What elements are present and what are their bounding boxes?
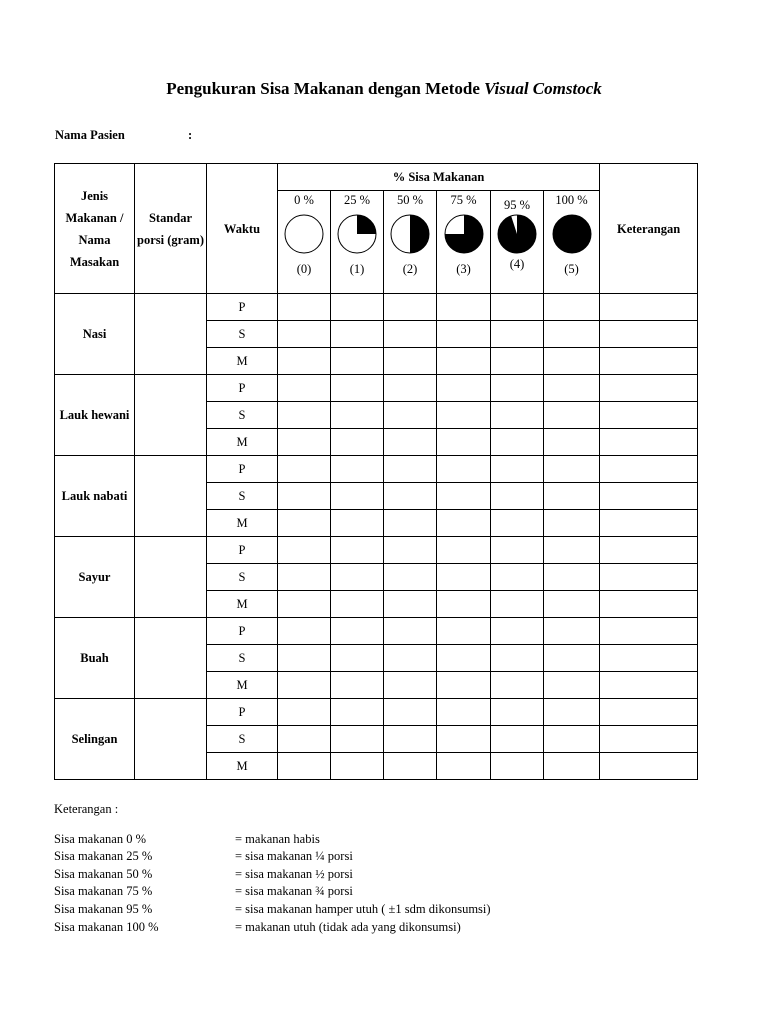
title-method: Visual Comstock (484, 79, 602, 98)
keterangan-cell[interactable] (600, 321, 698, 348)
food-group-name: Nasi (55, 294, 135, 375)
score-cell[interactable] (491, 726, 544, 753)
keterangan-cell[interactable] (600, 672, 698, 699)
score-cell[interactable] (384, 753, 437, 780)
score-cell[interactable] (544, 753, 600, 780)
waktu-cell: P (207, 294, 278, 321)
score-cell[interactable] (437, 726, 491, 753)
level-cell (544, 191, 600, 294)
pie-fill (357, 215, 376, 234)
note-item (54, 901, 491, 919)
score-cell[interactable] (278, 726, 331, 753)
score-cell[interactable] (384, 348, 437, 375)
level-percent: 100 % (555, 193, 588, 207)
score-cell[interactable] (278, 510, 331, 537)
score-cell[interactable] (544, 321, 600, 348)
header-keterangan: Keterangan (600, 164, 698, 294)
food-group-name: Lauk hewani (55, 375, 135, 456)
header-waktu: Waktu (207, 164, 278, 294)
table-row (55, 618, 698, 645)
score-cell[interactable] (331, 294, 384, 321)
keterangan-cell[interactable] (600, 618, 698, 645)
waktu-cell: M (207, 591, 278, 618)
score-cell[interactable] (278, 456, 331, 483)
waktu-cell: S (207, 726, 278, 753)
header-standar-porsi: Standar porsi (gram) (135, 164, 207, 294)
score-cell[interactable] (384, 483, 437, 510)
score-cell[interactable] (491, 510, 544, 537)
score-cell[interactable] (278, 321, 331, 348)
standar-porsi-cell[interactable] (135, 699, 207, 780)
score-cell[interactable] (491, 591, 544, 618)
score-cell[interactable] (331, 348, 384, 375)
score-cell[interactable] (331, 456, 384, 483)
score-cell[interactable] (384, 321, 437, 348)
score-cell[interactable] (437, 348, 491, 375)
table-row (55, 375, 698, 402)
note-key: Sisa makanan 75 % (54, 884, 153, 899)
score-cell[interactable] (491, 375, 544, 402)
score-cell[interactable] (437, 699, 491, 726)
note-key: Sisa makanan 100 % (54, 919, 159, 934)
pie-icon (443, 213, 485, 255)
score-cell[interactable] (331, 564, 384, 591)
score-cell[interactable] (544, 645, 600, 672)
keterangan-cell[interactable] (600, 375, 698, 402)
score-cell[interactable] (278, 591, 331, 618)
food-group-name: Lauk nabati (55, 456, 135, 537)
score-cell[interactable] (437, 645, 491, 672)
score-cell[interactable] (384, 645, 437, 672)
keterangan-cell[interactable] (600, 483, 698, 510)
score-cell[interactable] (384, 564, 437, 591)
score-cell[interactable] (491, 456, 544, 483)
score-cell[interactable] (331, 699, 384, 726)
score-cell[interactable] (437, 537, 491, 564)
waktu-cell: P (207, 699, 278, 726)
pie-icon (336, 213, 378, 255)
title-main: Pengukuran Sisa Makanan dengan Metode (166, 79, 485, 98)
waktu-cell: P (207, 375, 278, 402)
score-cell[interactable] (384, 726, 437, 753)
score-cell[interactable] (437, 753, 491, 780)
score-cell[interactable] (544, 402, 600, 429)
patient-name-colon: : (188, 128, 193, 142)
score-cell[interactable] (544, 537, 600, 564)
note-item (54, 848, 491, 866)
standar-porsi-cell[interactable] (135, 456, 207, 537)
score-cell[interactable] (278, 699, 331, 726)
score-cell[interactable] (437, 321, 491, 348)
table-row (55, 294, 698, 321)
level-percent: 25 % (343, 193, 371, 207)
score-cell[interactable] (491, 321, 544, 348)
score-cell[interactable] (384, 429, 437, 456)
score-cell[interactable] (384, 591, 437, 618)
level-cell (437, 191, 491, 294)
score-cell[interactable] (544, 294, 600, 321)
score-cell[interactable] (437, 375, 491, 402)
score-cell[interactable] (491, 753, 544, 780)
table-body (55, 294, 698, 780)
note-value: = makanan utuh (tidak ada yang dikonsumsi) (235, 919, 461, 934)
keterangan-cell[interactable] (600, 348, 698, 375)
score-cell[interactable] (437, 564, 491, 591)
table-row (55, 537, 698, 564)
waktu-cell: P (207, 456, 278, 483)
food-group-name: Sayur (55, 537, 135, 618)
score-cell[interactable] (437, 483, 491, 510)
note-item (54, 883, 491, 901)
score-cell[interactable] (331, 672, 384, 699)
waktu-cell: S (207, 645, 278, 672)
score-cell[interactable] (544, 618, 600, 645)
standar-porsi-cell[interactable] (135, 375, 207, 456)
score-cell[interactable] (544, 348, 600, 375)
score-cell[interactable] (278, 564, 331, 591)
level-cell (384, 191, 437, 294)
score-cell[interactable] (544, 699, 600, 726)
waktu-cell: M (207, 429, 278, 456)
score-cell[interactable] (544, 429, 600, 456)
level-percent: 75 % (450, 193, 477, 207)
score-cell[interactable] (437, 510, 491, 537)
patient-name-row (55, 128, 192, 143)
keterangan-cell[interactable] (600, 726, 698, 753)
score-cell[interactable] (331, 483, 384, 510)
level-code: (3) (456, 262, 471, 276)
score-cell[interactable] (331, 591, 384, 618)
score-cell[interactable] (331, 645, 384, 672)
keterangan-cell[interactable] (600, 537, 698, 564)
score-cell[interactable] (491, 402, 544, 429)
standar-porsi-cell[interactable] (135, 618, 207, 699)
level-code: (4) (509, 257, 525, 271)
page-title (0, 79, 768, 99)
level-code: (2) (402, 262, 418, 276)
score-cell[interactable] (384, 375, 437, 402)
score-cell[interactable] (331, 510, 384, 537)
score-cell[interactable] (437, 672, 491, 699)
note-value: = sisa makanan ½ porsi (235, 866, 353, 881)
pie-icon (389, 213, 431, 255)
note-item (54, 919, 491, 937)
pie-outline (285, 215, 323, 253)
score-cell[interactable] (384, 402, 437, 429)
score-cell[interactable] (544, 564, 600, 591)
score-cell[interactable] (437, 402, 491, 429)
food-waste-table (54, 163, 698, 780)
score-cell[interactable] (331, 726, 384, 753)
score-cell[interactable] (331, 402, 384, 429)
score-cell[interactable] (437, 591, 491, 618)
waktu-cell: M (207, 753, 278, 780)
score-cell[interactable] (278, 537, 331, 564)
score-cell[interactable] (278, 348, 331, 375)
note-key: Sisa makanan 0 % (54, 831, 146, 846)
level-percent: 0 % (294, 193, 314, 207)
score-cell[interactable] (384, 699, 437, 726)
note-key: Sisa makanan 95 % (54, 901, 153, 916)
score-cell[interactable] (278, 645, 331, 672)
note-item (54, 831, 491, 849)
score-cell[interactable] (278, 618, 331, 645)
score-cell[interactable] (437, 429, 491, 456)
standar-porsi-cell[interactable] (135, 294, 207, 375)
score-cell[interactable] (491, 618, 544, 645)
pie-fill (498, 215, 536, 253)
note-item (54, 866, 491, 884)
score-cell[interactable] (544, 375, 600, 402)
score-cell[interactable] (278, 753, 331, 780)
score-cell[interactable] (544, 456, 600, 483)
note-value: = sisa makanan ¾ porsi (235, 884, 353, 899)
score-cell[interactable] (384, 618, 437, 645)
keterangan-cell[interactable] (600, 429, 698, 456)
score-cell[interactable] (437, 618, 491, 645)
header-sisa-makanan: % Sisa Makanan (278, 164, 600, 191)
score-cell[interactable] (331, 375, 384, 402)
score-cell[interactable] (491, 672, 544, 699)
waktu-cell: S (207, 321, 278, 348)
waktu-cell: S (207, 483, 278, 510)
pie-icon (283, 213, 325, 255)
food-group-name: Buah (55, 618, 135, 699)
pie-fill (410, 215, 429, 253)
legend-notes (54, 801, 491, 936)
score-cell[interactable] (491, 483, 544, 510)
keterangan-cell[interactable] (600, 564, 698, 591)
food-group-name: Selingan (55, 699, 135, 780)
keterangan-cell[interactable] (600, 402, 698, 429)
keterangan-cell[interactable] (600, 591, 698, 618)
score-cell[interactable] (331, 537, 384, 564)
table-row (55, 699, 698, 726)
waktu-cell: S (207, 564, 278, 591)
score-cell[interactable] (491, 429, 544, 456)
score-cell[interactable] (384, 510, 437, 537)
score-cell[interactable] (491, 699, 544, 726)
score-cell[interactable] (437, 294, 491, 321)
keterangan-cell[interactable] (600, 456, 698, 483)
score-cell[interactable] (278, 375, 331, 402)
score-cell[interactable] (491, 537, 544, 564)
score-cell[interactable] (544, 483, 600, 510)
pie-fill (553, 215, 591, 253)
standar-porsi-cell[interactable] (135, 537, 207, 618)
waktu-cell: P (207, 537, 278, 564)
note-value: = sisa makanan ¼ porsi (235, 849, 353, 864)
level-percent: 95 % (503, 198, 531, 212)
note-value: = sisa makanan hamper utuh ( ±1 sdm dikonsumsi) (235, 901, 491, 916)
waktu-cell: M (207, 510, 278, 537)
score-cell[interactable] (278, 429, 331, 456)
waktu-cell: M (207, 672, 278, 699)
level-code: (0) (296, 262, 312, 276)
keterangan-cell[interactable] (600, 699, 698, 726)
score-cell[interactable] (384, 456, 437, 483)
score-cell[interactable] (544, 672, 600, 699)
score-cell[interactable] (491, 645, 544, 672)
score-cell[interactable] (384, 537, 437, 564)
note-value: = makanan habis (235, 831, 320, 846)
score-cell[interactable] (278, 672, 331, 699)
keterangan-cell[interactable] (600, 294, 698, 321)
score-cell[interactable] (331, 429, 384, 456)
notes-heading: Keterangan : (54, 802, 119, 816)
level-cell (491, 191, 544, 294)
score-cell[interactable] (384, 294, 437, 321)
score-cell[interactable] (331, 753, 384, 780)
table-row (55, 456, 698, 483)
waktu-cell: S (207, 402, 278, 429)
keterangan-cell[interactable] (600, 753, 698, 780)
score-cell[interactable] (384, 672, 437, 699)
score-cell[interactable] (331, 321, 384, 348)
waktu-cell: M (207, 348, 278, 375)
score-cell[interactable] (544, 510, 600, 537)
level-cell (278, 191, 331, 294)
note-key: Sisa makanan 25 % (54, 849, 153, 864)
score-cell[interactable] (278, 402, 331, 429)
score-cell[interactable] (491, 294, 544, 321)
score-cell[interactable] (278, 483, 331, 510)
score-cell[interactable] (544, 726, 600, 753)
score-cell[interactable] (437, 456, 491, 483)
patient-name-label: Nama Pasien (55, 128, 125, 142)
keterangan-cell[interactable] (600, 510, 698, 537)
keterangan-cell[interactable] (600, 645, 698, 672)
score-cell[interactable] (278, 294, 331, 321)
level-percent: 50 % (396, 193, 424, 207)
header-jenis-makanan: Jenis Makanan / Nama Masakan (55, 164, 135, 294)
level-cell (331, 191, 384, 294)
notes-list (54, 831, 491, 937)
note-key: Sisa makanan 50 % (54, 866, 153, 881)
level-code: (1) (349, 262, 365, 276)
score-cell[interactable] (544, 591, 600, 618)
waktu-cell: P (207, 618, 278, 645)
pie-icon (496, 213, 538, 255)
pie-icon (551, 213, 593, 255)
score-cell[interactable] (491, 564, 544, 591)
score-cell[interactable] (491, 348, 544, 375)
level-code: (5) (564, 262, 579, 276)
score-cell[interactable] (331, 618, 384, 645)
